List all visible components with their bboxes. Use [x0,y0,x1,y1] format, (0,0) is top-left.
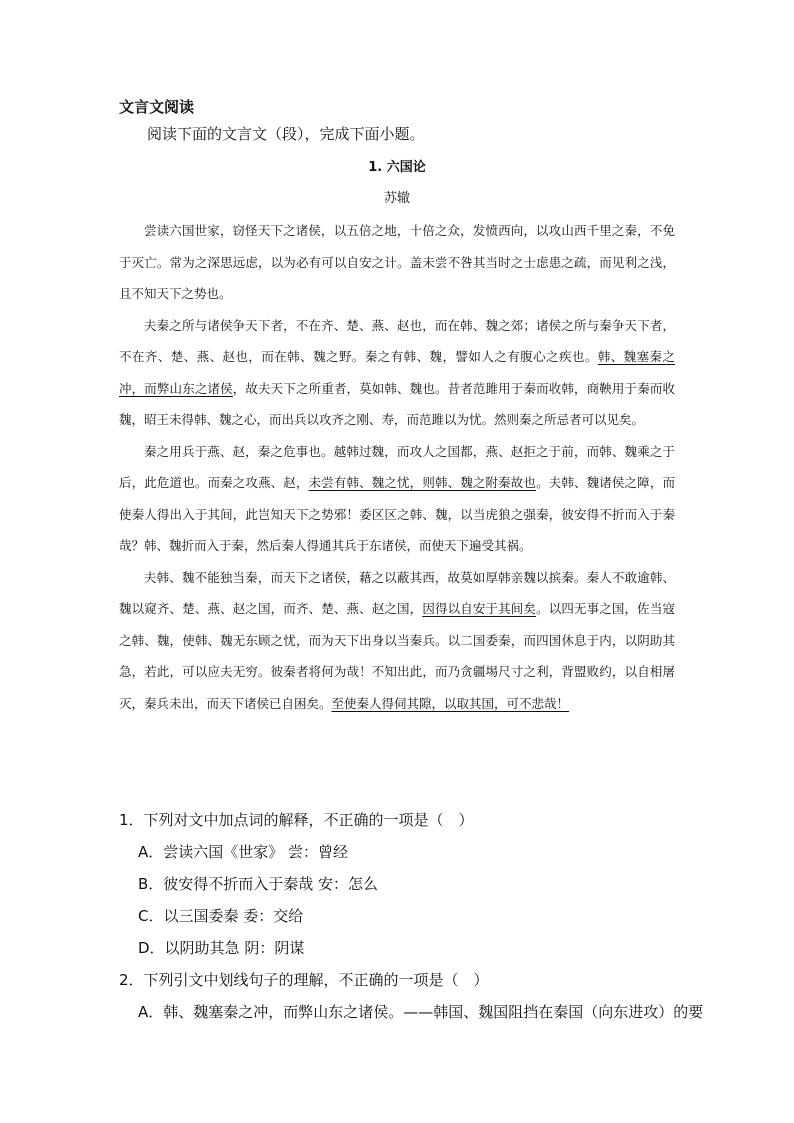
question-stem: 2．下列引文中划线句子的理解，不正确的一项是（ ） [119,971,489,989]
question-1 [119,806,679,966]
question-2 [119,966,704,1030]
article-author: 苏辙 [383,191,410,206]
underlined-sentence: 因得以自安于其间矣 [422,601,537,616]
passage-paragraph-2 [119,310,675,436]
passage-text: 。夫韩、魏诸侯之障，而使秦人得出入于其间，此岂知天下之势邪！委区区之韩、魏，以当虎狼之强秦，彼安得不折而入于秦哉？韩、魏折而入于秦，然后秦人得通其兵于东诸侯，而使天下遍受其祸。 [119,475,675,553]
passage-text: 尝读六国世家，窃怪天下之诸侯，以五倍之地，十倍之众，发愤西向，以攻山西千里之秦，不免于灭亡。常为之深思远虑，以为必有可以自安之计。盖未尝不咎其当时之士虑患之疏，而见利之浅，且不知天下之势也。 [119,223,675,301]
option-a: A．韩、魏塞秦之冲，而弊山东之诸侯。——韩国、魏国阻挡在秦国（向东进攻）的要 [138,1003,704,1021]
passage-text: 夫秦之所与诸侯争天下者，不在齐、楚、燕、赵也，而在韩、魏之郊；诸侯之所与秦争天下者，不在齐、楚、燕、赵也，而在韩、魏之野。秦之有韩、魏，譬如人之有腹心之疾也。 [119,317,675,364]
passage-text: ，故夫天下之所重者，莫如韩、魏也。昔者范雎用于秦而收韩，商鞅用于秦而收魏，昭王未得韩、魏之心，而出兵以攻齐之刚、寿，而范雎以为忧。然则秦之所忌者可以见矣。 [119,380,675,427]
instruction-text: 阅读下面的文言文（段），完成下面小题。 [147,125,425,143]
option-c: C．以三国委秦 委：交给 [138,907,304,925]
question-stem: 1．下列对文中加点词的解释，不正确的一项是（ ） [119,811,474,829]
passage-text: 。以四无事之国，佐当寇之韩、魏，使韩、魏无东顾之忧，而为天下出身以当秦兵。以二国委秦，而四国休息于内，以阴助其急，若此，可以应夫无穷。彼秦者将何为哉！不知出此，而乃贪疆埸尺寸之利，背盟败约，以自相屠灭，秦兵未出，而天下诸侯已自困矣。 [119,601,675,711]
passage-paragraph-4 [119,562,675,720]
question-list [119,806,704,1030]
option-b: B．彼安得不折而入于秦哉 安：怎么 [138,875,379,893]
passage-paragraph-3 [119,436,675,562]
passage-text: 夫韩、魏不能独当秦，而天下之诸侯，藉之以蔽其西，故莫如厚韩亲魏以摈秦。秦人不敢逾韩、魏以窥齐、楚、燕、赵之国，而齐、楚、燕、赵之国， [119,569,675,616]
underlined-sentence: 至使秦人得伺其隙，以取其国，可不悲哉！ [331,695,570,711]
passage-text: 秦之用兵于燕、赵，秦之危事也。越韩过魏，而攻人之国都，燕、赵拒之于前，而韩、魏乘之于后，此危道也。而秦之攻燕、赵， [119,443,675,490]
article-title: 1. 六国论 [368,160,426,175]
underlined-sentence: 韩、魏塞秦之冲，而弊山东之诸侯 [119,349,675,396]
option-a: A．尝读六国《世家》 尝：曾经 [138,843,349,861]
option-d: D．以阴助其急 阴：阴谋 [138,939,305,957]
underlined-sentence: 未尝有韩、魏之忧，则韩、魏之附秦故也 [308,475,537,490]
section-heading: 文言文阅读 [119,98,195,116]
article-passage [119,215,675,719]
passage-paragraph-1 [119,215,675,310]
